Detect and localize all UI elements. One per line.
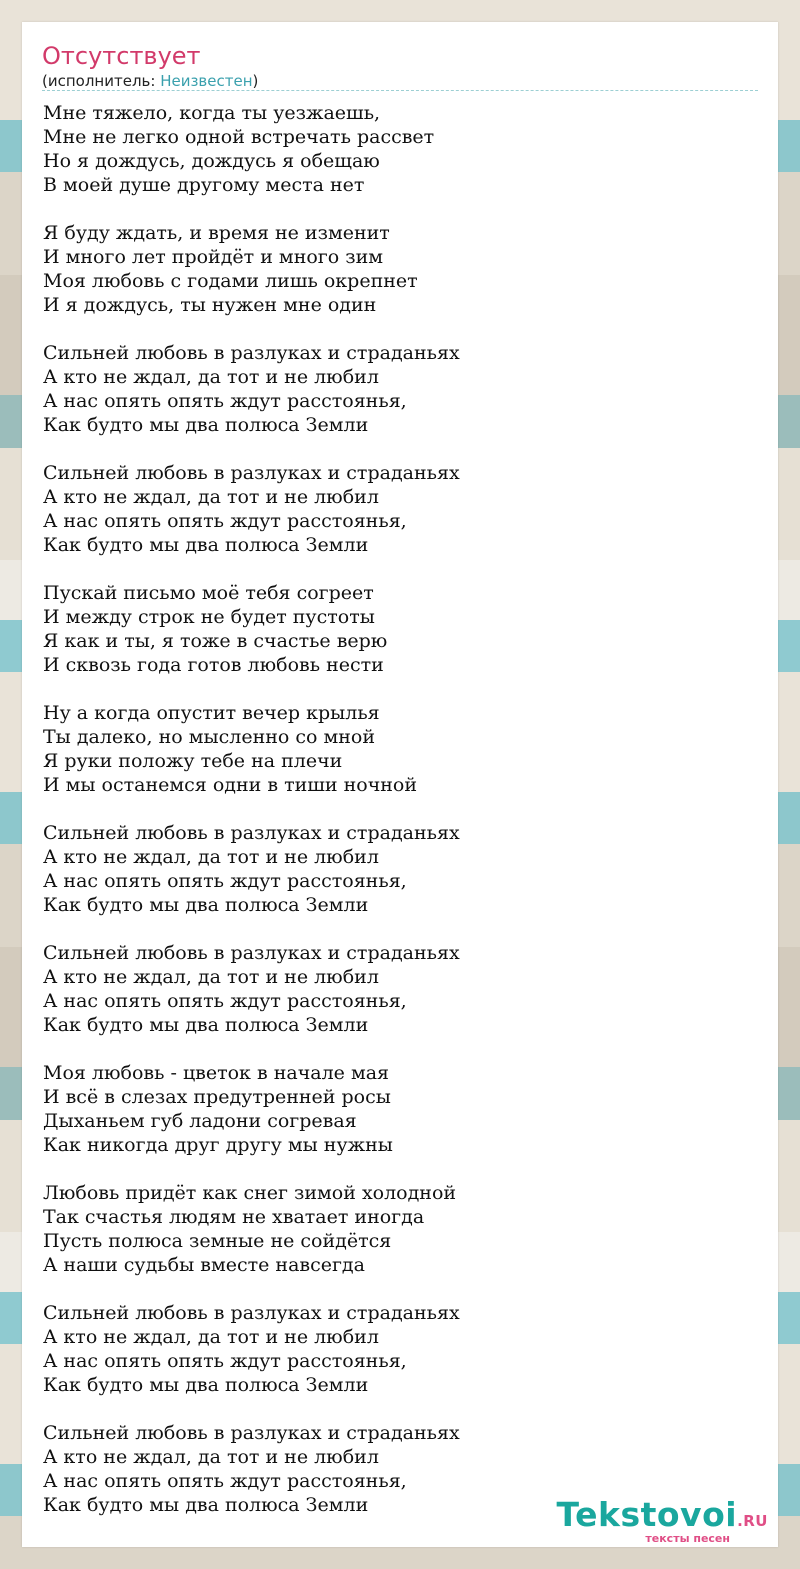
lyrics-line: А кто не ждал, да тот и не любил (43, 1446, 379, 1468)
lyrics-line: А кто не ждал, да тот и не любил (43, 486, 379, 508)
artist-line (42, 72, 258, 90)
lyrics-text (43, 101, 763, 1541)
lyrics-line: Мне тяжело, когда ты уезжаешь, (43, 102, 381, 124)
lyrics-line: А кто не ждал, да тот и не любил (43, 1326, 379, 1348)
lyrics-line: А наши судьбы вместе навсегда (43, 1254, 365, 1276)
lyrics-line: Как никогда друг другу мы нужны (43, 1134, 393, 1156)
lyrics-line: Моя любовь с годами лишь окрепнет (43, 270, 418, 292)
lyrics-line: А нас опять опять ждут расстоянья, (43, 1350, 407, 1372)
lyrics-line: Сильней любовь в разлуках и страданьях (43, 822, 460, 844)
lyrics-line: И мы останемся одни в тиши ночной (43, 774, 418, 796)
lyrics-line: А нас опять опять ждут расстоянья, (43, 510, 407, 532)
lyrics-line: И я дождусь, ты нужен мне один (43, 294, 377, 316)
lyrics-stanza (43, 101, 763, 197)
lyrics-line: Сильней любовь в разлуках и страданьях (43, 342, 460, 364)
logo-wordmark: Tekstovoi (556, 1495, 738, 1534)
artist-prefix: (исполнитель: (42, 72, 161, 90)
lyrics-stanza (43, 581, 763, 677)
lyrics-card (22, 22, 778, 1547)
logo-tagline: тексты песен (645, 1532, 730, 1545)
lyrics-line: Сильней любовь в разлуках и страданьях (43, 462, 460, 484)
lyrics-stanza (43, 1301, 763, 1397)
header-divider (42, 90, 758, 91)
lyrics-line: И много лет пройдёт и много зим (43, 246, 384, 268)
lyrics-line: И между строк не будет пустоты (43, 606, 375, 628)
lyrics-stanza (43, 221, 763, 317)
lyrics-line: Сильней любовь в разлуках и страданьях (43, 942, 460, 964)
lyrics-line: Как будто мы два полюса Земли (43, 1494, 369, 1516)
lyrics-line: Я как и ты, я тоже в счастье верю (43, 630, 388, 652)
lyrics-line: Ты далеко, но мысленно со мной (43, 726, 376, 748)
lyrics-line: В моей душе другому места нет (43, 174, 365, 196)
lyrics-line: Но я дождусь, дождусь я обещаю (43, 150, 380, 172)
lyrics-line: А нас опять опять ждут расстоянья, (43, 870, 407, 892)
lyrics-line: А нас опять опять ждут расстоянья, (43, 390, 407, 412)
lyrics-stanza (43, 821, 763, 917)
lyrics-line: Как будто мы два полюса Земли (43, 1374, 369, 1396)
lyrics-line: Я буду ждать, и время не изменит (43, 222, 390, 244)
song-title: Отсутствует (42, 42, 201, 70)
lyrics-stanza (43, 461, 763, 557)
lyrics-line: А кто не ждал, да тот и не любил (43, 846, 379, 868)
lyrics-line: Сильней любовь в разлуках и страданьях (43, 1422, 460, 1444)
logo-tld: .RU (737, 1512, 768, 1530)
artist-link[interactable]: Неизвестен (160, 72, 253, 90)
lyrics-line: Так счастья людям не хватает иногда (43, 1206, 425, 1228)
lyrics-line: Пусть полюса земные не сойдётся (43, 1230, 392, 1252)
lyrics-stanza (43, 341, 763, 437)
lyrics-line: И сквозь года готов любовь нести (43, 654, 384, 676)
artist-suffix: ) (252, 72, 259, 90)
lyrics-line: Как будто мы два полюса Земли (43, 534, 369, 556)
lyrics-stanza (43, 1061, 763, 1157)
lyrics-line: Я руки положу тебе на плечи (43, 750, 343, 772)
lyrics-line: Любовь придёт как снег зимой холодной (43, 1182, 457, 1204)
lyrics-line: А кто не ждал, да тот и не любил (43, 366, 379, 388)
lyrics-stanza (43, 701, 763, 797)
site-logo[interactable] (556, 1495, 768, 1545)
lyrics-line: Как будто мы два полюса Земли (43, 414, 369, 436)
lyrics-line: И всё в слезах предутренней росы (43, 1086, 391, 1108)
lyrics-line: Мне не легко одной встречать рассвет (43, 126, 435, 148)
lyrics-line: Как будто мы два полюса Земли (43, 1014, 369, 1036)
lyrics-line: Ну а когда опустит вечер крылья (43, 702, 380, 724)
lyrics-line: Пускай письмо моё тебя согреет (43, 582, 374, 604)
lyrics-line: Моя любовь - цветок в начале мая (43, 1062, 390, 1084)
lyrics-line: Дыханьем губ ладони согревая (43, 1110, 357, 1132)
lyrics-stanza (43, 941, 763, 1037)
lyrics-line: А кто не ждал, да тот и не любил (43, 966, 379, 988)
lyrics-line: А нас опять опять ждут расстоянья, (43, 990, 407, 1012)
lyrics-line: А нас опять опять ждут расстоянья, (43, 1470, 407, 1492)
lyrics-stanza (43, 1181, 763, 1277)
lyrics-line: Как будто мы два полюса Земли (43, 894, 369, 916)
lyrics-line: Сильней любовь в разлуках и страданьях (43, 1302, 460, 1324)
